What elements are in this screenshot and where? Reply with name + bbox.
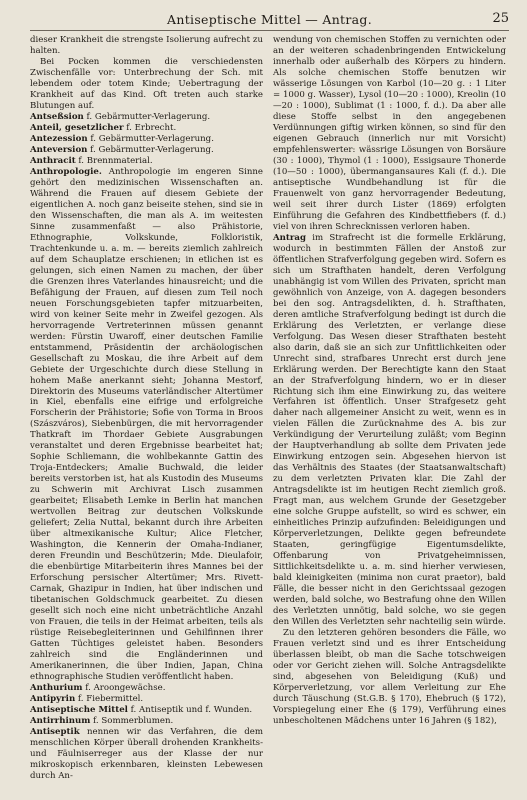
entry-text: f. Aroongewächse. xyxy=(82,683,166,694)
dictionary-entry xyxy=(30,683,263,694)
entry-text: f. Gebärmutter-Verlagerung. xyxy=(83,111,211,122)
left-column xyxy=(30,35,263,782)
dictionary-entry xyxy=(30,123,263,134)
entry-term: Antiseptische Mittel xyxy=(30,705,128,716)
dictionary-entry xyxy=(30,112,263,123)
dictionary-entry xyxy=(30,145,263,156)
entry-text: f. Brennmaterial. xyxy=(75,155,153,166)
paragraph: dieser Krankheit die strengste Isolierung aufrecht zu halten. xyxy=(30,35,263,56)
entry-term: Antipyrin xyxy=(30,694,76,705)
entry-text: f. Fiebermittel. xyxy=(75,694,144,705)
entry-term: Anthropologie. xyxy=(30,166,102,177)
entry-term: Anthurium xyxy=(30,683,83,694)
entry-text: f. Sommerblumen. xyxy=(90,716,174,727)
entry-term: Antirrhinum xyxy=(30,716,91,727)
entry-term: Antseßsion xyxy=(30,111,84,122)
paragraph: Bei Pocken kommen die verschiedensten Zwischenfälle vor: Unterbrechung der Sch. mit lebendem oder totem Kinde; Uebertragung der Krankheit auf das Kind. Oft treten auch starke Blutungen auf. xyxy=(30,56,263,111)
dictionary-entry xyxy=(30,167,263,683)
entry-term: Antrag xyxy=(273,232,306,243)
entry-text: f. Gebärmutter-Verlagerung. xyxy=(87,133,214,144)
entry-text: f. Erbrecht. xyxy=(123,122,177,133)
entry-term: Anthracit xyxy=(30,155,76,166)
page-number: 25 xyxy=(492,11,509,26)
dictionary-entry xyxy=(30,134,263,145)
running-title: Antiseptische Mittel — Antrag. xyxy=(167,12,372,27)
entry-term: Anteversion xyxy=(30,144,88,155)
entry-text: f. Antiseptik und f. Wunden. xyxy=(127,705,253,716)
entry-text: Anthropologie im engeren Sinne gehört den medizinischen Wissenschaften an. Während die Frauen auf diesem Gebiete der eigentlichen A. noch ganz beiseite stehen, sind sie in den Wissenschaften, die man als A. im weitesten Sinne zusammenfaßt — also Prähistorie, Ethnographie, Volkskunde, Folkloristik, Trachtenkunde u. a. m. — bereits ziemlich zahlreich auf dem Schauplatze erschienen; in etlichen ist es gelungen, sich einen Namen zu machen, der über die Grenzen ihres Vaterlandes hinausreicht; und die Befähigung der Frauen, auf diesen zum Teil noch neuen Forschungsgebieten tapfer mitzuarbeiten, wird von keiner Seite mehr in Zweifel gezogen. Als hervorragende Vertreterinnen müssen genannt werden: Fürstin Uwaroff, einer deutschen Familie entstammend, Präsidentin der archäologischen Gesellschaft zu Moskau, die ihre Arbeit auf dem Gebiete der Urgeschichte durch diese Stellung in hohem Maße anerkannt sieht; Johanna Mestorf, Direktorin des Museums vaterländischer Altertümer in Kiel, ebenfalls eine eifrige und erfolgreiche Forscherin der Prähistorie; Sofie von Torma in Broos (Szászváros), Siebenbürgen, die mit hervorragender Thatkraft im Thordaer Gebiete Ausgrabungen veranstaltet und deren Ergebnisse bearbeitet hat; Sophie Schliemann, die wohlbekannte Gattin des Troja-Entdeckers; Amalie Buchwald, die leider bereits verstorben ist, hat als Kustodin des Museums zu Schwerin mit Archivrat Lisch zusammen gearbeitet; Elisabeth Lemke in Berlin hat manchen wertvollen Beitrag zur deutschen Volkskunde geliefert; Zelia Nuttal, bekannt durch ihre Arbeiten über altmexikanische Kultur; Alice Fletcher, Washington, die Kennerin der Omaha-Indianer, deren Freundin und Beschützerin; Mde. Dieulafoir, die ebenbürtige Mitarbeiterin ihres Mannes bei der Erforschung persischer Altertümer; Mrs. Rivett-Carnak, Ghazipur in Indien, hat über indischen und tibetanischen Goldschmuck gearbeitet. Zu diesen gesellt sich noch eine nicht unbeträchtliche Anzahl von Frauen, die teils in der Heimat arbeiten, teils als rüstige Reisebegleiterinnen und Gehilfinnen ihrer Gatten Tüchtiges geleistet haben. Besonders zahlreich sind die Engländerinnen und Amerikanerinnen, die über Indien, Japan, China ethnographische Studien veröffentlicht haben. xyxy=(30,166,263,683)
entry-text: im Strafrecht ist die formelle Erklärung, wodurch in bestimmten Fällen der Anstoß zur öffentlichen Strafverfolgung gegeben wird. Sofern es sich um Strafthaten handelt, deren Verfolgung unabhängig ist vom Willen des Privaten, spricht man gewöhnlich von Anzeige, von A. dagegen besonders bei den sog. Antragsdelikten, d. h. Strafthaten, deren amtliche Strafverfolgung bedingt ist durch die Erklärung des Verletzten, er verlange diese Verfolgung. Das Wesen dieser Strafthaten besteht also darin, daß sie an sich zur Unfittlichkeiten oder Unrecht sind, strafbares Unrecht erst durch jene Erklärung werden. Der Berechtigte kann den Staat an der Strafverfolgung hindern, wo er in dieser Richtung sich ihm eine Einwirkung zu, das weitere Verfahren ist öffentlich. Unser Strafgesetz geht daher nach allgemeiner Ansicht zu weit, wenn es in vielen Fällen die Zurücknahme des A. bis zur Verkündigung der Verurteilung zuläßt; vom Beginn der Hauptverhandlung ab sollte dem Privaten jede Einwirkung entzogen sein. Abgesehen hiervon ist das Verhältnis des Staates (der Staatsanwaltschaft) zu dem verletzten Privaten klar. Die Zahl der Antragsdelikte ist im heutigen Recht ziemlich groß. Fragt man, aus welchem Grunde der Gesetzgeber eine solche Gruppe aufstellt, so wird es schwer, ein einheitliches Prinzip aufzufinden: Beleidigungen und Körperverletzungen, Delikte gegen befreundete Staaten, geringfügige Eigentumsdelikte, Offenbarung von Privatgeheimnissen, Sittlichkeitsdelikte u. a. m. sind hierher verwiesen, bald kleinigkeiten (minima non curat praetor), bald Fälle, die besser nicht in den Gerichtssaal gezogen werden, bald solche, wo Bestrafung ohne den Willen des Verletzten unnötig, bald solche, wo sie gegen den Willen des Verletzten sehr nachteilig sein würde. xyxy=(273,232,506,628)
entry-text: nennen wir das Verfahren, die dem menschlichen Körper überall drohenden Krankheits- und Fäulniserreger aus der Klasse der nur mikroskopisch erkennbaren, kleinsten Lebewesen durch An- xyxy=(30,727,263,781)
entry-term: Antiseptik xyxy=(30,727,80,738)
dictionary-entry xyxy=(30,716,263,727)
paragraph: Zu den letzteren gehören besonders die Fälle, wo Frauen verletzt sind und es ihrer Entscheidung überlassen bleibt, ob man die Sache totschweigen oder vor Gericht ziehen will. Solche Antragsdelikte sind, abgesehen von Beleidigung (Kuß) und Körperverletzung, vor allem Verleitung zur Ehe durch Täuschung (St.G.B. § 170), Ehebruch (§ 172), Vorspiegelung einer Ehe (§ 179), Verführung eines unbescholtenen Mädchens unter 16 Jahren (§ 182), xyxy=(273,628,506,727)
dictionary-entry xyxy=(30,694,263,705)
dictionary-entry xyxy=(273,233,506,628)
page-header xyxy=(30,8,509,31)
entry-term: Antezession xyxy=(30,133,88,144)
text-columns xyxy=(30,35,509,782)
entry-text: f. Gebärmutter-Verlagerung. xyxy=(87,144,214,155)
right-column xyxy=(273,35,506,782)
dictionary-entry xyxy=(30,156,263,167)
paragraph: wendung von chemischen Stoffen zu vernichten oder an der weiteren schadenbringenden Entwickelung innerhalb oder außerhalb des Körpers zu hindern. Als solche chemischen Stoffe benutzen wir wässerige Lösungen von Karbol (10—20 g. : 1 Liter = 1000 g. Wasser), Lysol (10—20 : 1000), Kreolin (10—20 : 1000), Sublimat (1 : 1000, f. d.). Da aber alle diese Stoffe selbst in den angegebenen Verdünnungen giftig wirken können, so sind für den eigenen Gebrauch (innerlich nur mit Vorsicht) empfehlenswerter: wässrige Lösungen von Borsäure (30 : 1000), Thymol (1 : 1000), Essigsaure Thonerde (10—50 : 1000), übermangansaures Kali (f. d.). Die antiseptische Wundbehandlung ist für die Frauenwelt von ganz hervorragender Bedeutung, weil seit ihrer durch Lister (1869) erfolgten Einführung die Gefahren des Kindbettfiebers (f. d.) viel von ihren Schrecknissen verloren haben. xyxy=(273,35,506,232)
entry-term: Anteil, gesetzlicher xyxy=(30,122,124,133)
dictionary-entry xyxy=(30,705,263,716)
dictionary-entry xyxy=(30,727,263,782)
